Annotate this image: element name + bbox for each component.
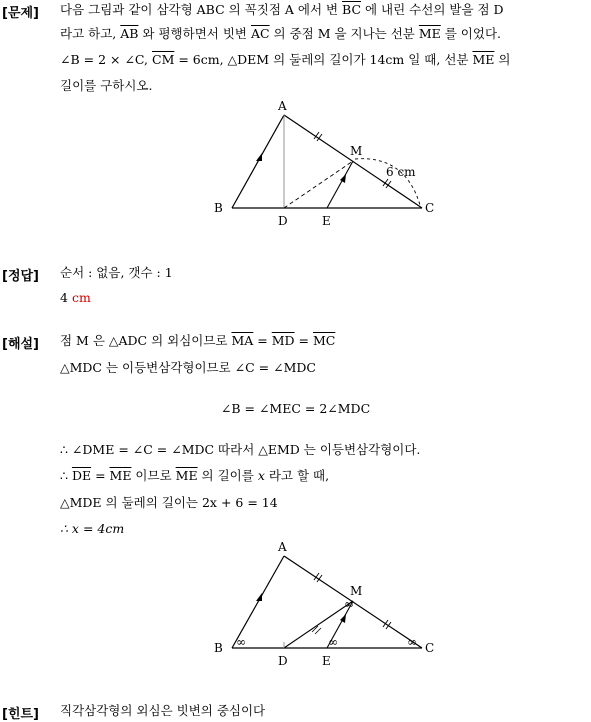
solution-line-3: ∠B = ∠MEC = 2∠MDC: [220, 401, 371, 416]
svg-text:∞: ∞: [407, 635, 417, 649]
hint-tag: [힌트]: [2, 707, 39, 722]
segment-ma: $\overline{MA}$: [231, 333, 254, 348]
segment-cm: $\overline{CM}$: [152, 52, 175, 67]
text: 다음 그림과 같이 삼각형 ABC 의 꼭짓점 A 에서 변: [60, 2, 343, 17]
segment-me: $\overline{ME}$: [418, 26, 441, 41]
label-c: C: [425, 641, 435, 655]
problem-line-4: 길이를 구하시오.: [60, 78, 153, 93]
problem-line-1: [60, 2, 504, 18]
text: = 6cm, △DEM 의 둘레의 길이가 14cm 일 때, 선분: [174, 52, 473, 67]
text: 점 M 은 △ADC 의 외심이므로: [60, 333, 232, 348]
segment-mc: $\overline{MC}$: [312, 333, 336, 348]
text: =: [91, 468, 110, 483]
label-b: B: [214, 201, 223, 215]
segment-bc: $\overline{BC}$: [342, 2, 362, 17]
problem-figure: [200, 95, 460, 230]
label-a: A: [278, 540, 287, 554]
svg-text:∞: ∞: [328, 635, 338, 649]
text: ∠B = 2 × ∠C,: [60, 52, 152, 67]
label-e: E: [322, 214, 331, 228]
solution-line-7: ∴ x = 4cm: [60, 521, 125, 536]
variable-x: x: [257, 468, 265, 483]
solution-line-4: ∴ ∠DME = ∠C = ∠MDC 따라서 △EMD 는 이등변삼각형이다.: [60, 442, 421, 457]
label-d: D: [278, 654, 288, 668]
text: 라고 할 때,: [264, 468, 330, 483]
solution-figure: [200, 538, 460, 668]
answer-line-1: 순서 : 없음, 갯수 : 1: [60, 265, 173, 280]
segment-ac: $\overline{AC}$: [250, 26, 270, 41]
text: 의: [494, 52, 511, 67]
label-b: B: [214, 641, 223, 655]
text: 의 길이를: [197, 468, 258, 483]
solution-line-5: [60, 468, 329, 484]
label-e: E: [322, 654, 331, 668]
segment-me: $\overline{ME}$: [175, 468, 198, 483]
solution-line-2: △MDC 는 이등변삼각형이므로 ∠C = ∠MDC: [60, 360, 316, 375]
segment-md: $\overline{MD}$: [271, 333, 295, 348]
solution-tag: [해설]: [2, 337, 39, 352]
text: =: [253, 333, 272, 348]
text: 와 평행하면서 빗변: [138, 26, 251, 41]
problem-tag: [문제]: [2, 6, 39, 21]
svg-text:∞: ∞: [344, 597, 354, 611]
label-6cm: 6 cm: [386, 165, 416, 179]
text: =: [294, 333, 313, 348]
text: 라고 하고,: [60, 26, 121, 41]
answer-unit: cm: [71, 290, 91, 305]
answer-value: 4: [60, 290, 72, 305]
text: 의 중점 M 을 지나는 선분: [269, 26, 419, 41]
text: 를 이었다.: [440, 26, 502, 41]
segment-de: $\overline{DE}$: [71, 468, 92, 483]
label-c: C: [425, 201, 435, 215]
label-m: M: [350, 144, 363, 158]
label-m: M: [350, 584, 363, 598]
segment-ab: $\overline{AB}$: [120, 26, 139, 41]
segment-me: $\overline{ME}$: [472, 52, 495, 67]
segment-me: $\overline{ME}$: [109, 468, 132, 483]
solution-line-6: △MDE 의 둘레의 길이는 2x + 6 = 14: [60, 495, 278, 510]
problem-line-3: [60, 52, 510, 68]
text: 이므로: [131, 468, 176, 483]
problem-line-2: [60, 26, 501, 42]
answer-tag: [정답]: [2, 269, 39, 284]
text: ∴: [60, 468, 72, 483]
label-a: A: [278, 99, 287, 113]
text: 에 내린 수선의 발을 점 D: [361, 2, 504, 17]
svg-text:∞: ∞: [236, 635, 246, 649]
answer-line-2: [60, 290, 91, 306]
solution-line-1: [60, 333, 335, 349]
label-d: D: [278, 214, 288, 228]
hint-text: 직각삼각형의 외심은 빗변의 중심이다: [60, 703, 266, 718]
